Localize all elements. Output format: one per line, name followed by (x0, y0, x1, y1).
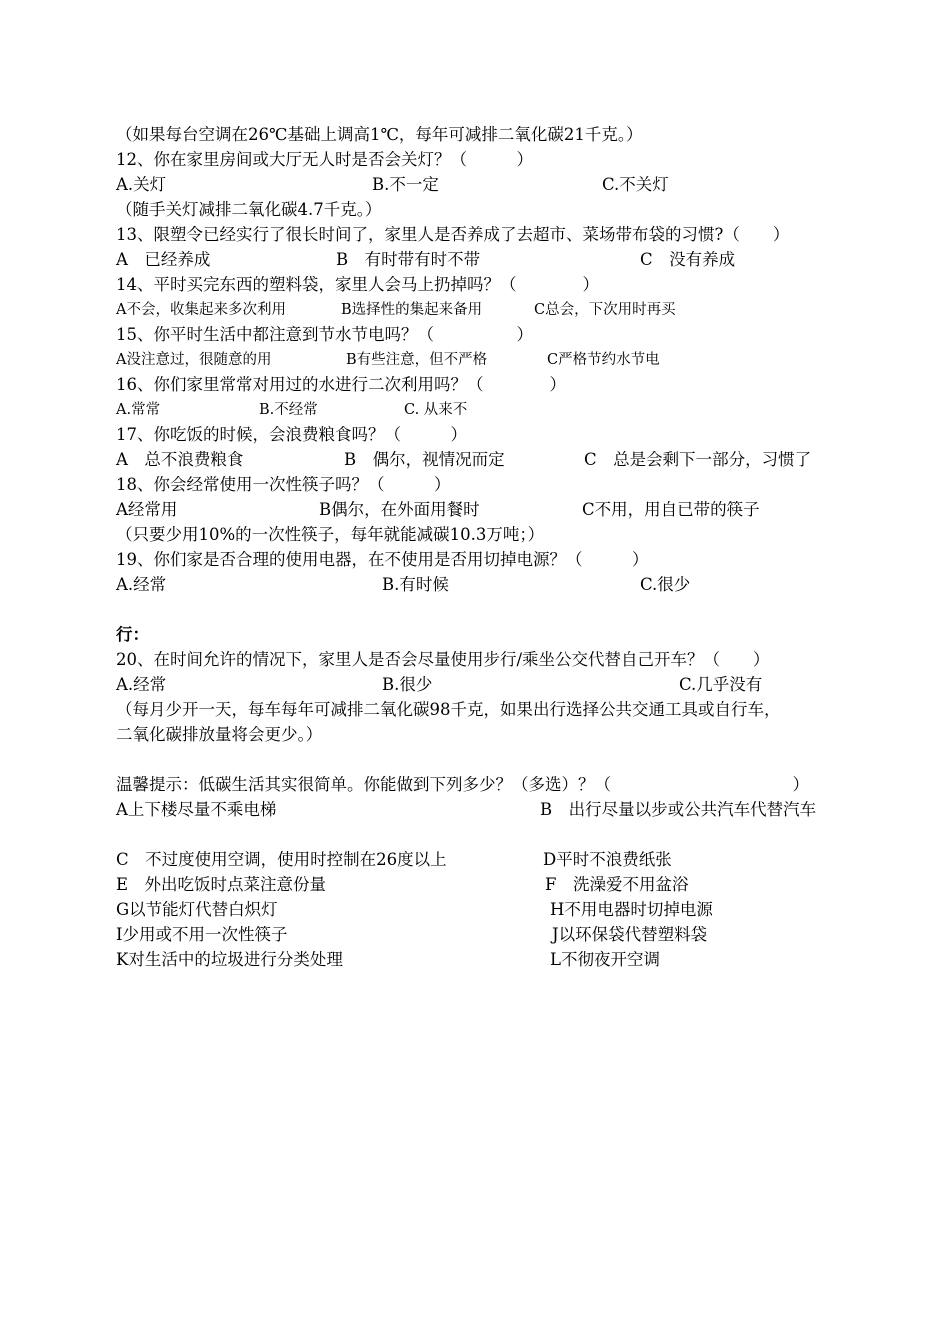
option-a: A.经常 (116, 675, 167, 694)
note-light: （随手关灯减排二氧化碳4.7千克。） (116, 200, 382, 219)
tip-row (116, 848, 856, 872)
tip-heading: 温馨提示：低碳生活其实很简单。你能做到下列多少？（多选）？（ ） (116, 775, 809, 794)
question-18-options (116, 498, 856, 522)
tip-row (116, 923, 856, 947)
option-b: B 偶尔，视情况而定 (344, 450, 505, 469)
question-19-options (116, 573, 856, 597)
tip-row (116, 873, 856, 897)
option-a: A 已经养成 (116, 250, 211, 269)
option-b: B.有时候 (382, 575, 449, 594)
option-c: C不用，用自已带的筷子 (582, 500, 760, 519)
question-19: 19、你们家是否合理的使用电器，在不使用是否用切掉电源？（ ） (116, 550, 649, 569)
tip-item-c: C 不过度使用空调，使用时控制在26度以上 (116, 850, 447, 869)
option-b: B.不经常 (259, 402, 318, 418)
note-car-line-2: 二氧化碳排放量将会更少。） (116, 725, 323, 744)
option-c: C 总是会剩下一部分，习惯了 (584, 450, 812, 469)
question-17-options (116, 448, 856, 472)
question-16: 16、你们家里常常对用过的水进行二次利用吗？（ ） (116, 375, 566, 394)
option-b: B选择性的集起来备用 (341, 302, 483, 318)
tip-item-j: J以环保袋代替塑料袋 (552, 925, 708, 944)
tip-row (116, 798, 856, 822)
option-c: C.几乎没有 (679, 675, 763, 694)
question-13-options (116, 248, 856, 272)
option-c: C.很少 (640, 575, 691, 594)
note-air-conditioner: （如果每台空调在26℃基础上调高1℃，每年可减排二氧化碳21千克。） (116, 125, 643, 144)
question-20: 20、在时间允许的情况下，家里人是否会尽量使用步行/乘坐公交代替自己开车？（ ） (116, 650, 770, 669)
option-c: C严格节约水节电 (547, 352, 660, 368)
tip-item-l: L不彻夜开空调 (550, 950, 660, 969)
option-a: A经常用 (116, 500, 178, 519)
option-b: B 有时带有时不带 (336, 250, 481, 269)
tip-item-i: I少用或不用一次性筷子 (116, 925, 288, 944)
option-a: A 总不浪费粮食 (116, 450, 244, 469)
option-c: C. 从来不 (404, 402, 468, 418)
option-a: A.常常 (116, 402, 161, 418)
note-chopsticks: （只要少用10%的一次性筷子，每年就能减碳10.3万吨；） (116, 525, 545, 544)
question-12-options (116, 173, 856, 197)
question-18: 18、你会经常使用一次性筷子吗？（ ） (116, 475, 451, 494)
section-travel-heading: 行： (116, 625, 149, 644)
question-15-options (116, 348, 856, 372)
tip-item-d: D平时不浪费纸张 (543, 850, 672, 869)
option-c: C总会，下次用时再买 (534, 302, 676, 318)
tip-item-h: H不用电器时切掉电源 (550, 900, 713, 919)
option-a: A没注意过，很随意的用 (116, 352, 272, 368)
option-a: A.关灯 (116, 175, 167, 194)
question-16-options (116, 398, 856, 422)
question-15: 15、你平时生活中都注意到节水节电吗？（ ） (116, 325, 533, 344)
tip-item-a: A上下楼尽量不乘电梯 (116, 800, 277, 819)
option-c: C 没有养成 (640, 250, 736, 269)
question-13: 13、限塑令已经实行了很长时间了，家里人是否养成了去超市、菜场带布袋的习惯?（ ） (116, 225, 790, 244)
tip-item-b: B 出行尽量以步或公共汽车代替汽车 (540, 800, 817, 819)
option-b: B有些注意，但不严格 (346, 352, 488, 368)
tip-item-e: E 外出吃饭时点菜注意份量 (116, 875, 327, 894)
tip-item-g: G以节能灯代替白炽灯 (116, 900, 278, 919)
tip-row (116, 898, 856, 922)
question-12: 12、你在家里房间或大厅无人时是否会关灯？（ ） (116, 150, 533, 169)
tip-row (116, 948, 856, 972)
option-a: A.经常 (116, 575, 167, 594)
option-b: B.不一定 (372, 175, 439, 194)
question-20-options (116, 673, 856, 697)
tip-item-k: K对生活中的垃圾进行分类处理 (116, 950, 343, 969)
tip-item-f: F 洗澡爱不用盆浴 (545, 875, 689, 894)
option-a: A不会，收集起来多次利用 (116, 302, 286, 318)
option-c: C.不关灯 (602, 175, 669, 194)
option-b: B偶尔，在外面用餐时 (319, 500, 480, 519)
question-17: 17、你吃饭的时候，会浪费粮食吗？（ ） (116, 425, 467, 444)
question-14: 14、平时买完东西的塑料袋，家里人会马上扔掉吗？（ ） (116, 275, 599, 294)
option-b: B.很少 (382, 675, 433, 694)
note-car-line-1: （每月少开一天，每车每年可减排二氧化碳98千克，如果出行选择公共交通工具或自行车， (116, 700, 781, 719)
question-14-options (116, 298, 856, 322)
